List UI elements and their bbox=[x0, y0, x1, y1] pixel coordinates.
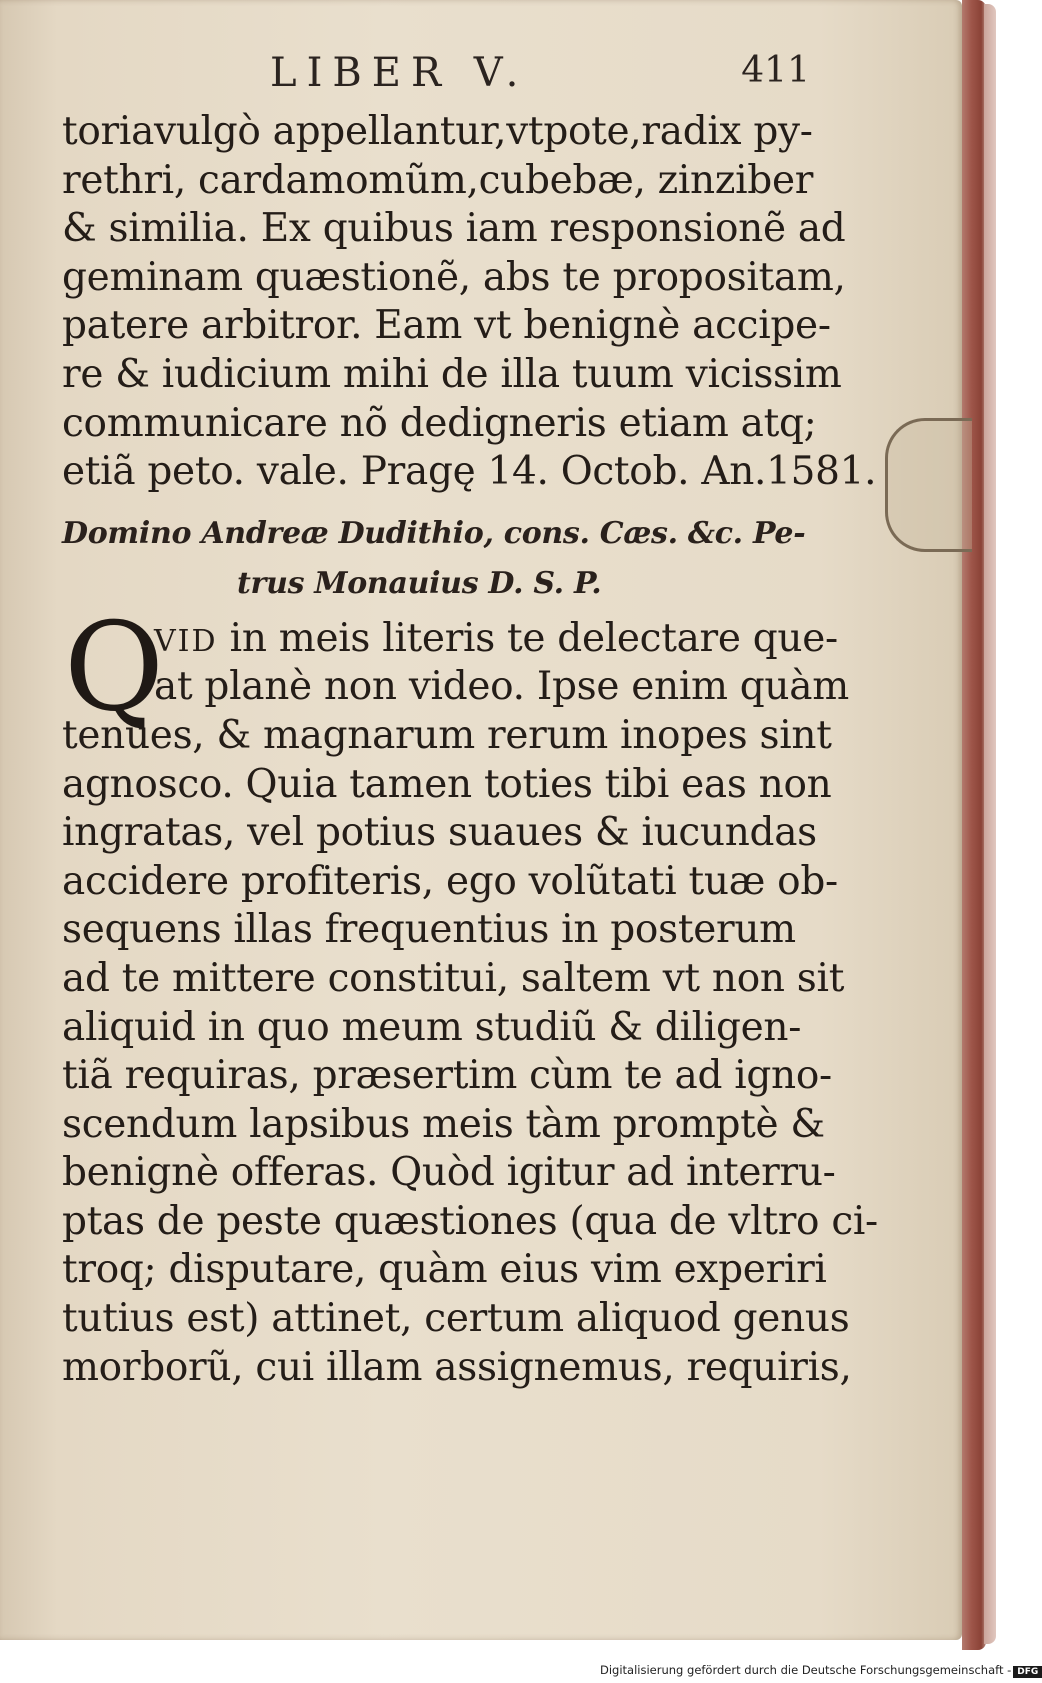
text-line: tenues, & magnarum rerum inopes sint bbox=[62, 712, 832, 758]
text-line: toriavulgò appellantur,vtpote,radix py- bbox=[62, 109, 813, 154]
book-clasp bbox=[885, 418, 972, 552]
letter-address-line-1: Domino Andreæ Dudithio, cons. Cæs. &c. Pe- bbox=[62, 515, 806, 551]
drop-cap-initial: Q bbox=[64, 595, 164, 738]
text-line: geminam quæstionẽ, abs te propositam, bbox=[62, 254, 846, 300]
text-line: morborũ, cui illam assignemus, requiris, bbox=[62, 1344, 852, 1390]
dfg-logo: DFG bbox=[1013, 1666, 1042, 1678]
text-line: tutius est) attinet, certum aliquod genus bbox=[62, 1296, 850, 1342]
running-head: LIBER V. bbox=[270, 50, 529, 96]
letter-body bbox=[62, 595, 878, 1393]
text-line: benignè offeras. Quòd igitur ad interru- bbox=[62, 1150, 836, 1196]
text-line: ad te mittere constitui, saltem vt non sit bbox=[62, 955, 845, 1001]
footer-text: Digitalisierung gefördert durch die Deutsche Forschungsgemeinschaft - bbox=[600, 1663, 1012, 1677]
book-cover-inner-edge bbox=[984, 4, 996, 1644]
page-number: 411 bbox=[741, 50, 810, 91]
text-line: ptas de peste quæstiones (qua de vltro ci- bbox=[62, 1198, 878, 1244]
text-line: & similia. Ex quibus iam responsionẽ ad bbox=[62, 206, 846, 252]
letter-first-line bbox=[62, 615, 838, 664]
text-block bbox=[62, 108, 878, 1392]
text-line: at planè non video. Ipse enim quàm bbox=[154, 664, 849, 710]
text-line: re & iudicium mihi de illa tuum vicissim bbox=[62, 351, 842, 397]
book-cover-edge bbox=[962, 0, 986, 1650]
text-line: accidere profiteris, ego volũtati tuæ ob- bbox=[62, 858, 838, 904]
text-line: etiã peto. vale. Pragę 14. Octob. An.1581. bbox=[62, 449, 877, 495]
text-line: rethri, cardamomũm,cubebæ, zinziber bbox=[62, 157, 814, 203]
first-word-smallcaps: VID bbox=[154, 623, 218, 659]
letter-address-line-2: trus Monauius D. S. P. bbox=[237, 565, 602, 601]
text-line: in meis literis te delectare que- bbox=[217, 615, 838, 661]
text-line: agnosco. Quia tamen toties tibi eas non bbox=[62, 761, 832, 807]
digitization-footer bbox=[600, 1663, 1039, 1683]
text-line: communicare nõ dedigneris etiam atq; bbox=[62, 400, 817, 446]
text-line: patere arbitror. Eam vt benignè accipe- bbox=[62, 303, 831, 349]
text-line: scendum lapsibus meis tàm promptè & bbox=[62, 1101, 825, 1147]
text-line: tiã requiras, præsertim cùm te ad igno- bbox=[62, 1053, 832, 1099]
text-line: troq; disputare, quàm eius vim experiri bbox=[62, 1247, 827, 1293]
text-line: aliquid in quo meum studiũ & diligen- bbox=[62, 1004, 802, 1050]
text-line: sequens illas frequentius in posterum bbox=[62, 907, 796, 953]
page-header bbox=[270, 50, 810, 110]
text-line: ingratas, vel potius suaues & iucundas bbox=[62, 810, 817, 856]
